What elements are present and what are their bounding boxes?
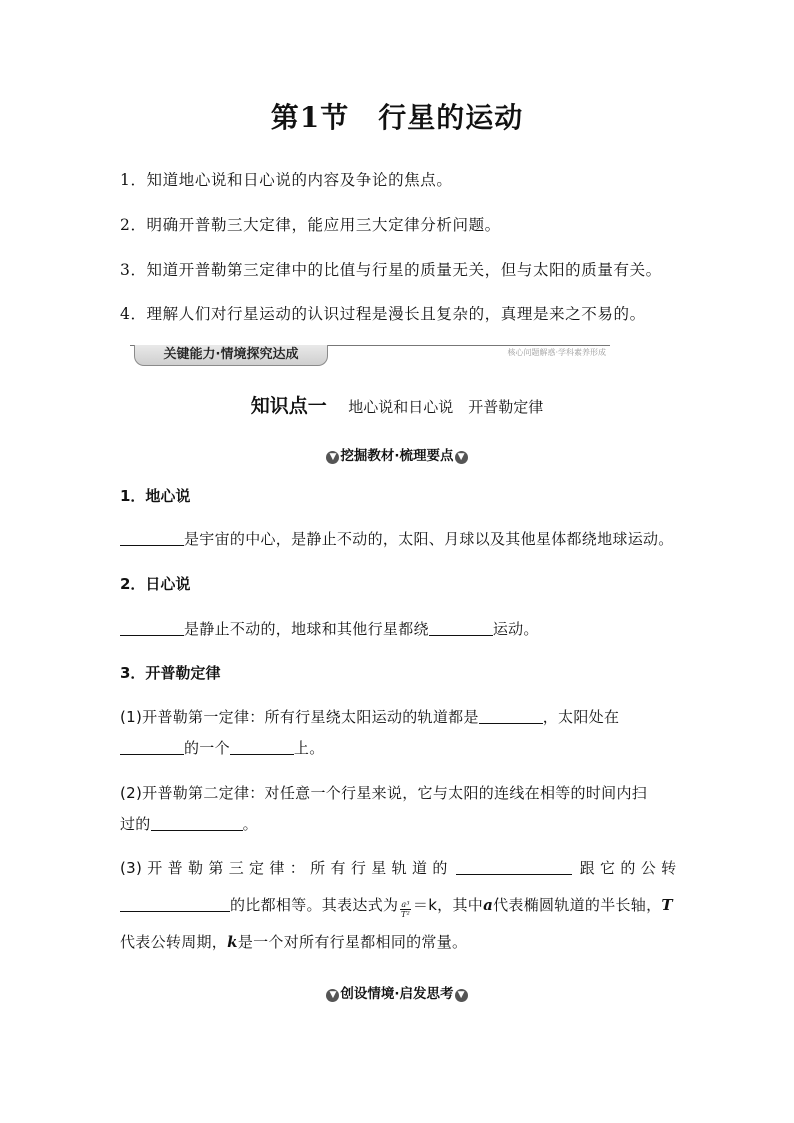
- knowledge-point-topic: 地心说和日心说 开普勒定律: [348, 398, 544, 416]
- knowledge-point-heading: [0, 391, 794, 418]
- subheading-text: 挖掘教材·梳理要点: [340, 448, 454, 464]
- fraction-denominator: T²: [401, 910, 411, 919]
- var-k: k: [227, 933, 238, 951]
- answer-blank[interactable]: [230, 740, 294, 755]
- text: 代表椭圆轨道的半长轴，: [493, 896, 662, 914]
- var-a: a: [483, 896, 494, 914]
- text: ＝k，其中: [412, 896, 484, 914]
- text: 是宇宙的中心，是静止不动的，太阳、月球以及其他星体都绕地球运动。: [184, 530, 674, 548]
- objective-2: 2．明确开普勒三大定律，能应用三大定律分析问题。: [120, 216, 501, 234]
- answer-blank[interactable]: [120, 621, 184, 636]
- kepler-law-2-line-1: (2)开普勒第二定律：对任意一个行星来说，它与太阳的连线在相等的时间内扫: [120, 784, 648, 802]
- section-kepler-title: 3．开普勒定律: [120, 664, 221, 682]
- subheading-text: 创设情境·启发思考: [340, 986, 454, 1002]
- answer-blank[interactable]: [120, 531, 184, 546]
- text: 跟 它 的 公 转: [579, 859, 677, 877]
- section-heliocentric-title: 2．日心说: [120, 575, 191, 593]
- answer-blank[interactable]: [429, 621, 493, 636]
- fraction-numerator: a³: [401, 900, 410, 909]
- var-T: T: [661, 896, 673, 914]
- kepler-law-3-line-1: [120, 857, 676, 878]
- knowledge-point-label: 知识点一: [250, 395, 327, 417]
- text: (1)开普勒第一定律：所有行星绕太阳运动的轨道都是: [120, 708, 479, 726]
- text: 的一个: [184, 739, 230, 757]
- subheading-scenario: [0, 982, 794, 1002]
- text: 上。: [293, 739, 325, 757]
- kepler-law-1-line-2: [120, 737, 325, 758]
- text: 运动。: [492, 620, 539, 638]
- kepler-law-1-line-1: [120, 706, 619, 727]
- banner-tab: 关键能力·情境探究达成: [134, 345, 328, 366]
- text: 是一个对所有行星都相同的常量。: [237, 933, 468, 951]
- text: 是静止不动的，地球和其他行星都绕: [184, 620, 429, 638]
- text: 。: [242, 815, 258, 833]
- banner-subtitle: 核心问题解惑·学科素养形成: [507, 348, 606, 357]
- text: ，太阳处在: [542, 708, 620, 726]
- kepler-law-3-line-2: [120, 894, 673, 919]
- down-arrow-icon: ▼: [326, 451, 339, 464]
- objective-1: 1．知道地心说和日心说的内容及争论的焦点。: [120, 171, 453, 189]
- section-banner: [130, 343, 610, 365]
- answer-blank[interactable]: [120, 897, 230, 912]
- kepler-law-2-line-2: [120, 813, 258, 834]
- down-arrow-icon: ▼: [455, 989, 468, 1002]
- section-geocentric-title: 1．地心说: [120, 487, 191, 505]
- answer-blank[interactable]: [456, 860, 572, 875]
- kepler-law-3-line-3: [120, 931, 467, 952]
- down-arrow-icon: ▼: [326, 989, 339, 1002]
- down-arrow-icon: ▼: [455, 451, 468, 464]
- text: 代表公转周期，: [120, 933, 228, 951]
- answer-blank[interactable]: [479, 709, 543, 724]
- answer-blank[interactable]: [151, 816, 243, 831]
- text: 的比都相等。其表达式为: [230, 896, 399, 914]
- heliocentric-text: [120, 618, 539, 639]
- text: 过的: [120, 815, 151, 833]
- objective-3: 3．知道开普勒第三定律中的比值与行星的质量无关，但与太阳的质量有关。: [120, 261, 662, 279]
- subheading-dig-textbook: [0, 444, 794, 464]
- answer-blank[interactable]: [120, 740, 184, 755]
- page-title: 第1节 行星的运动: [270, 101, 524, 134]
- objective-4: 4．理解人们对行星运动的认识过程是漫长且复杂的，真理是来之不易的。: [120, 305, 646, 323]
- geocentric-text: [120, 528, 674, 549]
- text: (3) 开 普 勒 第 三 定 律 ： 所 有 行 星 轨 道 的: [120, 859, 448, 877]
- formula-fraction: [400, 900, 411, 919]
